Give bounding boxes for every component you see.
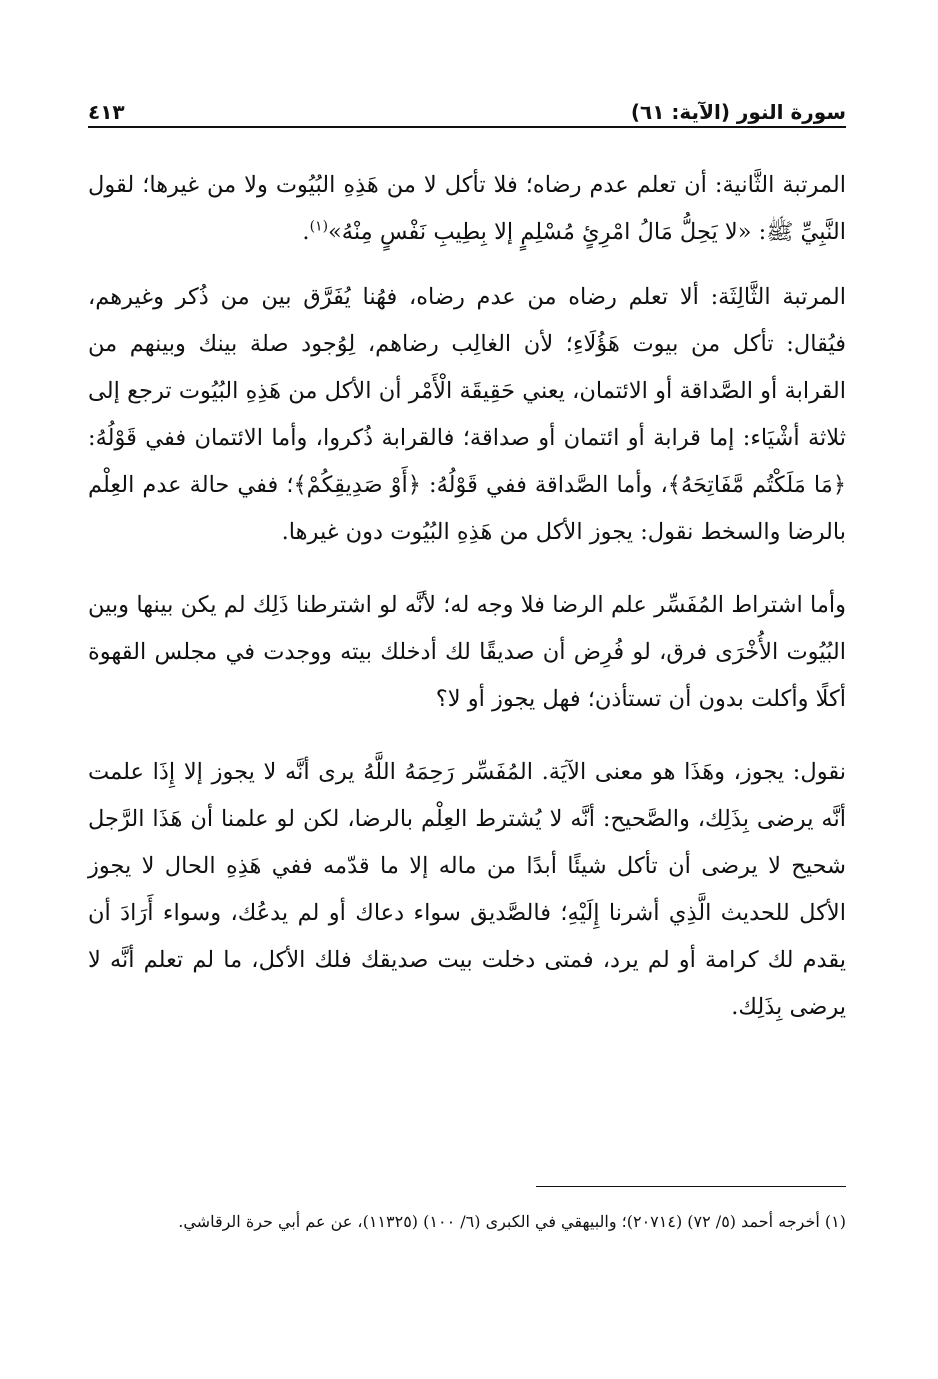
paragraph-text: المرتبة الثَّانية: أن تعلم عدم رضاه؛ فلا تأكل لا من هَذِهِ البُيُوت ولا من غيرها؛ لقول النَّبِيِّ ﷺ: «لا يَحِلُّ مَالُ امْرِئٍ مُسْلِمٍ إلا بِطِيبِ نَفْسٍ مِنْهُ» [88, 172, 846, 245]
paragraph-text: وأما اشتراط المُفَسِّر علم الرضا فلا وجه له؛ لأنَّه لو اشترطنا ذَلِك لم يكن بينها وبين البُيُوت الأُخْرَى فرق، لو فُرِض أن صديقًا لك أدخلك بيته ووجدت في مجلس القهوة أكلًا وأكلت بدون أن تستأذن؛ فهل يجوز أو لا؟ [88, 592, 846, 712]
paragraph-rank-two [88, 162, 846, 256]
page-number: ٤١٣ [88, 100, 125, 124]
paragraph-commentator-condition [88, 582, 846, 723]
footnote-text: (١) أخرجه أحمد (٥/ ٧٢) (٢٠٧١٤)؛ والبيهقي في الكبرى (٦/ ١٠٠) (١١٣٢٥)، عن عم أبي حرة الرقاشي. [178, 1212, 846, 1231]
footnote-rule [536, 1186, 846, 1187]
paragraph-rank-three [88, 274, 846, 556]
header-rule [88, 126, 846, 128]
footnote [88, 1204, 846, 1240]
body-text [88, 162, 846, 1057]
paragraph-text: المرتبة الثَّالِثَة: ألا تعلم رضاه من عدم رضاه، فهُنا يُفَرَّق بين من ذُكر وغيرهم، فيُقال: تأكل من بيوت هَؤُلَاءِ؛ لأن الغالِب رضاهم، لِوُجود صلة بينك وبينهم من القرابة أو الصَّداقة أو الائتمان، يعني حَقِيقَة الْأَمْر أن الأكل من هَذِهِ البُيُوت ترجع إلى ثلاثة أشْيَاء: إما قرابة أو ائتمان أو صداقة؛ فالقرابة ذُكروا، وأما الائتمان ففي قَوْلُهُ: ﴿مَا مَلَكْتُم مَّفَاتِحَهُ﴾، وأما الصَّداقة ففي قَوْلُهُ: ﴿أَوْ صَدِيقِكُمْ﴾؛ ففي حالة عدم العِلْم بالرضا والسخط نقول: يجوز الأكل من هَذِهِ البُيُوت دون غيرها. [88, 284, 846, 545]
paragraph-text: نقول: يجوز، وهَذَا هو معنى الآيَة. المُفَسِّر رَحِمَهُ اللَّهُ يرى أنَّه لا يجوز إلا إِذَا علمت أنَّه يرضى بِذَلِك، والصَّحيح: أنَّه لا يُشترط العِلْم بالرضا، لكن لو علمنا أن هَذَا الرَّجل شحيح لا يرضى أن تأكل شيئًا أبدًا من ماله إلا ما قدّمه ففي هَذِهِ الحال لا يجوز الأكل للحديث الَّذِي أشرنا إِلَيْهِ؛ فالصَّديق سواء دعاك أو لم يدعُك، وسواء أَرَادَ أن يقدم لك كرامة أو لم يرد، فمتى دخلت بيت صديقك فلك الأكل، ما لم تعلم أنَّه لا يرضى بِذَلِك. [88, 759, 846, 1020]
page-header [88, 88, 846, 124]
paragraph-tail: . [302, 219, 310, 245]
running-title: سورة النور (الآية: ٦١) [630, 100, 846, 124]
footnote-reference[interactable]: (١) [309, 218, 329, 235]
paragraph-answer [88, 749, 846, 1031]
